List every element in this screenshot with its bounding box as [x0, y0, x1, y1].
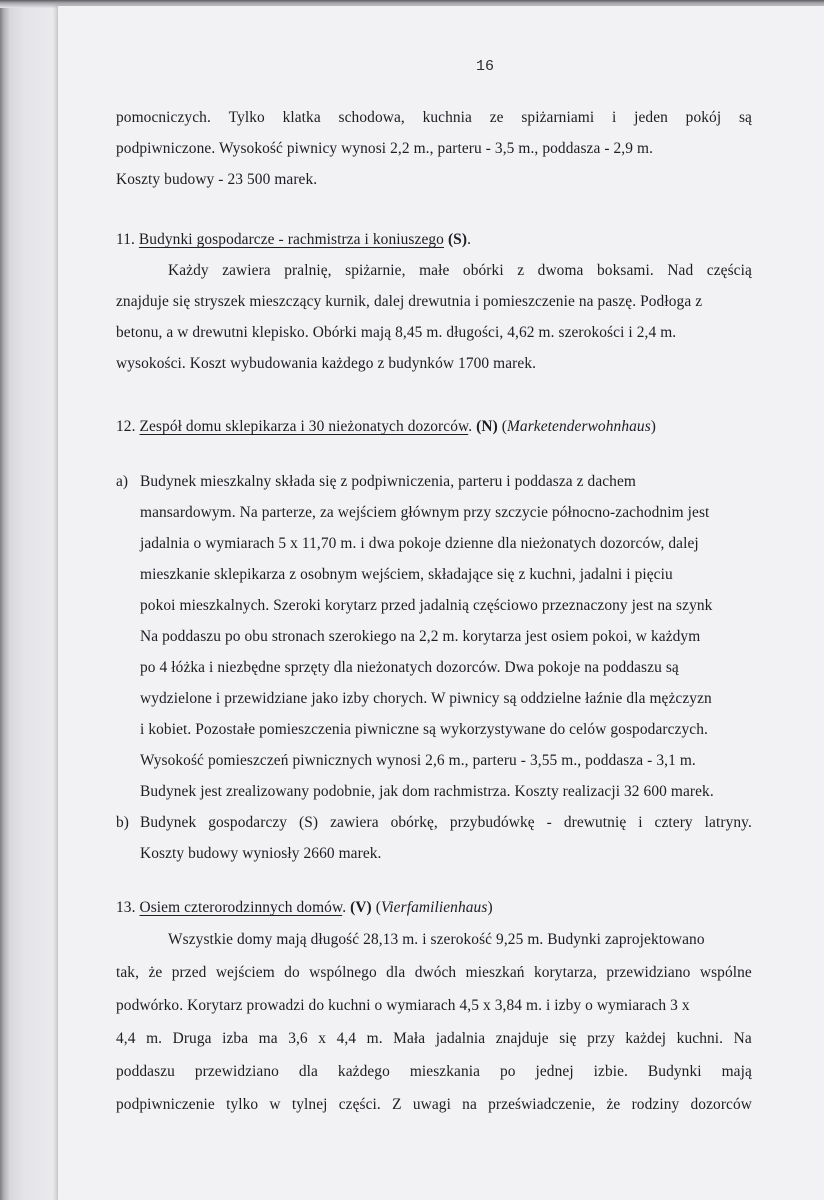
- section-11-number: 11.: [116, 231, 135, 248]
- section-13-line-1: Wszystkie domy mają długość 28,13 m. i szerokość 9,25 m. Budynki zaprojektowano: [168, 931, 705, 948]
- text-line-1-word: pokój: [685, 109, 722, 126]
- section-11-line-1-word: małe: [419, 262, 450, 279]
- item-a-line-10: Wysokość pomieszczeń piwnicznych wynosi 2,6 m., parteru - 3,55 m., poddasza - 3,1 m.: [140, 752, 696, 769]
- text-line-1-word: są: [738, 109, 752, 126]
- section-11-line-2: znajduje się stryszek mieszczący kurnik, dalej drewutnia i pomieszczenie na paszę. Podłoga z: [116, 293, 703, 310]
- section-11-end: .: [467, 231, 472, 248]
- section-13-line-6-word: uwagi: [412, 1096, 451, 1113]
- section-13-line-2-word: wejściem: [215, 964, 275, 981]
- section-13-line-2-word: wspólnego: [309, 964, 377, 981]
- section-13-line-2-word: że: [148, 964, 163, 981]
- text-line-3: Koszty budowy - 23 500 marek.: [116, 171, 318, 188]
- section-13-line-4-word: m.: [146, 1030, 163, 1047]
- item-a-line-6: Na poddaszu po obu stronach szerokiego na 2,2 m. korytarza jest osiem pokoi, w każdym: [140, 628, 701, 645]
- text-line-1: [116, 109, 752, 127]
- section-13-line-5: [116, 1063, 752, 1081]
- item-b-line-1-word: (S): [299, 814, 319, 831]
- section-11-line-1-word: boksami.: [597, 262, 654, 279]
- section-11-line-1-word: dwoma: [537, 262, 584, 279]
- section-13-line-2-word: mieszkań: [465, 964, 525, 981]
- section-13-german: (Vierfamilienhaus): [375, 899, 493, 916]
- text-line-1-word: ze: [489, 109, 504, 126]
- section-11-line-1-word: z: [517, 262, 525, 279]
- text-line-1-word: schodowa,: [338, 109, 405, 126]
- book-spine-shadow: [0, 0, 60, 1200]
- text-line-1-word: klatka: [282, 109, 321, 126]
- section-13-line-4-word: znajduje: [495, 1030, 549, 1047]
- section-12-german-name: Marketenderwohnhaus: [506, 418, 651, 435]
- section-11-line-3: betonu, a w drewutni klepisko. Obórki mają 8,45 m. długości, 4,62 m. szerokości i 2,4 m.: [116, 324, 677, 341]
- item-a-line-9: i kobiet. Pozostałe pomieszczenia piwniczne są wykorzystywane do celów gospodarczych.: [140, 721, 708, 738]
- section-11-line-1-word: spiżarnie,: [345, 262, 406, 279]
- section-13-line-5-word: mieszkania: [409, 1063, 481, 1080]
- section-11-line-1-word: Nad: [667, 262, 694, 279]
- section-13-line-6-word: Z: [392, 1096, 402, 1113]
- section-13-line-4-word: 4,4: [336, 1030, 357, 1047]
- document-page: [58, 6, 824, 1200]
- section-13-line-4: [116, 1030, 752, 1048]
- item-b-label: b): [116, 814, 130, 831]
- item-b-line-1-word: zawiera: [330, 814, 379, 831]
- item-b-line-1-word: gospodarczy: [208, 814, 288, 831]
- section-13-line-5-word: mają: [721, 1063, 752, 1080]
- section-13-line-4-word: się: [559, 1030, 577, 1047]
- section-13-line-4-word: Mała: [393, 1030, 426, 1047]
- section-12-heading: [116, 418, 656, 436]
- section-11-line-1-word: Każdy: [168, 262, 209, 279]
- item-b-line-1-word: Budynek: [140, 814, 197, 831]
- section-13-line-2-word: korytarza,: [533, 964, 597, 981]
- item-a-line-4: mieszkanie sklepikarza z osobnym wejściem, składające się z kuchni, jadalni i pięciu: [140, 566, 673, 583]
- section-11-line-1-word: częścią: [706, 262, 752, 279]
- section-12-tag: (N): [476, 418, 498, 435]
- section-13-line-4-word: Druga: [172, 1030, 212, 1047]
- section-13-title: Osiem czterorodzinnych domów: [139, 899, 343, 916]
- page-number: 16: [476, 58, 495, 75]
- item-b-line-1-word: cztery: [654, 814, 693, 831]
- section-12-number: 12.: [116, 418, 136, 435]
- section-13-line-4-word: kuchni.: [676, 1030, 724, 1047]
- section-13-number: 13.: [116, 899, 136, 916]
- section-11-line-1: [168, 262, 752, 280]
- text-line-1-word: Tylko: [228, 109, 265, 126]
- section-13-line-5-word: poddaszu: [116, 1063, 175, 1080]
- section-13-line-2-word: przewidziano: [606, 964, 691, 981]
- section-13-line-5-word: po: [499, 1063, 516, 1080]
- item-b-line-1: [140, 814, 752, 832]
- section-13-line-4-word: x: [318, 1030, 327, 1047]
- section-11-line-4: wysokości. Koszt wybudowania każdego z budynków 1700 marek.: [116, 355, 537, 372]
- section-13-line-2-word: do: [284, 964, 300, 981]
- text-line-1-word: kuchnia: [422, 109, 472, 126]
- section-13-line-2-word: dwóch: [414, 964, 457, 981]
- text-line-2: podpiwniczone. Wysokość piwnicy wynosi 2,2 m., parteru - 3,5 m., poddasza - 2,9 m.: [116, 140, 654, 157]
- item-a-line-5: pokoi mieszkalnych. Szeroki korytarz przed jadalnią częściowo przeznaczony jest na szynk: [140, 597, 713, 614]
- section-13-line-4-word: ma: [258, 1030, 278, 1047]
- text-line-1-word: spiżarniami: [521, 109, 595, 126]
- item-b-line-1-word: przybudówkę: [449, 814, 535, 831]
- section-13-line-4-word: 4,4: [116, 1030, 136, 1047]
- item-a-line-3: jadalnia o wymiarach 5 x 11,70 m. i dwa pokoje dzienne dla nieżonatych dozorców, dalej: [140, 535, 699, 552]
- section-13-line-2-word: tak,: [116, 964, 140, 981]
- section-12-title: Zespół domu sklepikarza i 30 nieżonatych dozorców: [139, 418, 469, 435]
- section-13-line-4-word: Na: [733, 1030, 752, 1047]
- section-13-line-5-word: izbie.: [593, 1063, 628, 1080]
- section-13-line-6-word: tylnej: [291, 1096, 328, 1113]
- section-13-line-2-word: dla: [386, 964, 406, 981]
- item-a-line-11: Budynek jest zrealizowany podobnie, jak dom rachmistrza. Koszty realizacji 32 600 marek.: [140, 783, 714, 800]
- section-13-german-name: Vierfamilienhaus: [380, 899, 488, 916]
- section-13-line-6-word: w: [269, 1096, 281, 1113]
- section-13-line-4-word: m.: [366, 1030, 383, 1047]
- item-b-line-2: Koszty budowy wyniosły 2660 marek.: [140, 845, 382, 862]
- section-13-tag: (V): [350, 899, 372, 916]
- section-13-line-5-word: dla: [298, 1063, 318, 1080]
- section-13-line-4-word: przy: [587, 1030, 615, 1047]
- section-13-line-2: [116, 964, 752, 982]
- text-line-1-word: jeden: [634, 109, 668, 126]
- item-a-line-7: po 4 łóżka i niezbędne sprzęty dla nieżonatych dozorców. Dwa pokoje na poddaszu są: [140, 659, 679, 676]
- section-13-line-5-word: każdego: [337, 1063, 390, 1080]
- section-13-line-6-word: części.: [338, 1096, 381, 1113]
- text-line-1-word: i: [611, 109, 617, 126]
- item-b-line-1-word: -: [546, 814, 552, 831]
- section-13-line-6-word: rodziny: [631, 1096, 680, 1113]
- section-13-dot: .: [342, 899, 347, 916]
- section-13-line-4-word: 3,6: [288, 1030, 308, 1047]
- section-13-line-4-word: każdej: [625, 1030, 667, 1047]
- item-b-line-1-word: obórkę,: [390, 814, 438, 831]
- item-a-line-8: wydzielone i przewidziane jako izby chorych. W piwnicy są oddzielne łaźnie dla mężczyzn: [140, 690, 712, 707]
- section-13-line-6-word: na: [462, 1096, 477, 1113]
- section-13-line-6-word: przeświadczenie,: [488, 1096, 596, 1113]
- section-13-line-4-word: izba: [222, 1030, 249, 1047]
- section-13-line-6-word: podpiwniczenie: [116, 1096, 215, 1113]
- section-11-line-1-word: pralnię,: [284, 262, 332, 279]
- section-13-line-5-word: jednej: [535, 1063, 574, 1080]
- section-13-line-6-word: tylko: [226, 1096, 259, 1113]
- section-13-line-5-word: Budynki: [647, 1063, 702, 1080]
- section-12-german: (Marketenderwohnhaus): [501, 418, 657, 435]
- section-13-line-2-word: przed: [171, 964, 207, 981]
- section-13-line-6: [116, 1096, 752, 1114]
- section-13-line-2-word: wspólne: [699, 964, 752, 981]
- item-b-line-1-word: latryny.: [704, 814, 752, 831]
- section-13-line-3: podwórko. Korytarz prowadzi do kuchni o wymiarach 4,5 x 3,84 m. i izby o wymiarach 3 x: [116, 997, 690, 1014]
- section-11-title: Budynki gospodarcze - rachmistrza i koniuszego: [138, 231, 444, 248]
- text-line-1-word: pomocniczych.: [116, 109, 211, 126]
- item-a-line-2: mansardowym. Na parterze, za wejściem głównym przy szczycie północno-zachodnim jest: [140, 504, 710, 521]
- section-11-line-1-word: obórki: [462, 262, 504, 279]
- item-b-line-1-word: i: [638, 814, 643, 831]
- section-13-line-6-word: dozorców: [690, 1096, 752, 1113]
- item-a-line-1: Budynek mieszkalny składa się z podpiwniczenia, parteru i poddasza z dachem: [140, 473, 636, 490]
- section-13-line-5-word: przewidziano: [194, 1063, 279, 1080]
- section-13-line-6-word: że: [606, 1096, 621, 1113]
- section-11-heading: [116, 231, 471, 249]
- section-13-line-4-word: jadalnia: [435, 1030, 486, 1047]
- item-a-label: a): [116, 473, 129, 490]
- section-13-heading: [116, 899, 493, 917]
- section-11-tag: (S): [447, 231, 468, 248]
- item-b-line-1-word: drewutnię: [563, 814, 627, 831]
- section-12-dot: .: [468, 418, 473, 435]
- section-11-line-1-word: zawiera: [222, 262, 271, 279]
